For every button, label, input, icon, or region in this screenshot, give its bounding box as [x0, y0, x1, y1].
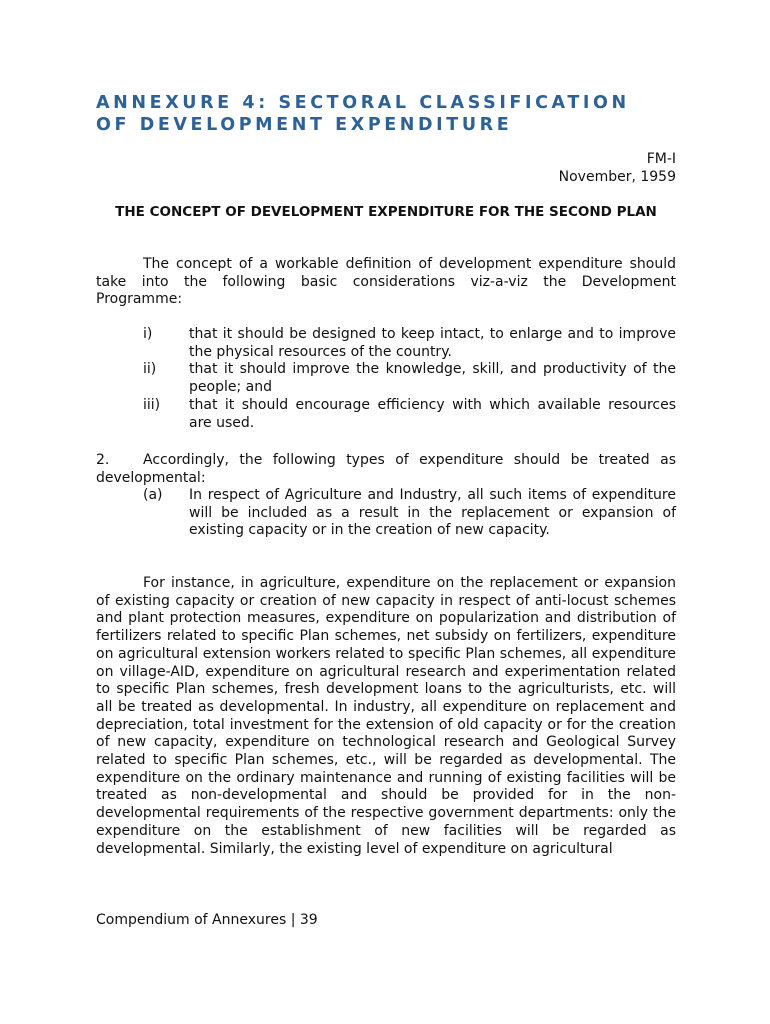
annexure-title	[96, 92, 676, 136]
list-item-text: that it should improve the knowledge, skill, and productivity of the people; and	[189, 361, 676, 396]
list-item-text: that it should encourage efficiency with which available resources are used.	[189, 396, 676, 431]
reference-block	[559, 150, 676, 186]
intro-paragraph: The concept of a workable definition of development expenditure should take into the following basic considerations viz-a-viz the Development Programme:	[96, 256, 676, 308]
paragraph-2	[96, 452, 676, 487]
list-item	[96, 361, 676, 396]
list-item-number: iii)	[143, 396, 161, 413]
considerations-list	[96, 326, 676, 432]
sub-item-a	[96, 487, 676, 540]
paragraph-3: For instance, in agriculture, expenditure on the replacement or expansion of existing capacity or creation of new capacity in respect of anti-locust schemes and plant protection measures, expenditure on popularization and distribution of fertilizers related to specific Plan schemes, net subsidy on fertilizers, expenditure on agricultural extension workers related to specific Plan schemes, all expenditure on village-AID, expenditure on agricultural research and experimentation related to specific Plan schemes, fresh development loans to the agriculturists, etc. will all be treated as developmental. In industry, all expenditure on replacement and depreciation, total investment for the extension of old capacity or for the creation of new capacity, expenditure on technological research and Geological Survey related to specific Plan schemes, etc., will be regarded as developmental. The expenditure on the ordinary maintenance and running of existing facilities will be treated as non-developmental and should be provided for in the non-developmental requirements of the respective government departments: only the expenditure on the establishment of new facilities will be regarded as developmental. Similarly, the existing level of expenditure on agricultural	[96, 575, 676, 857]
sub-item-a-text: In respect of Agriculture and Industry, all such items of expenditure will be included as a result in the replacement or expansion of existing capacity or in the creation of new capacity.	[189, 487, 676, 539]
reference-code: FM-I	[646, 151, 676, 167]
paragraph-2-text: Accordingly, the following types of expenditure should be treated as developmental:	[96, 452, 676, 486]
page-footer: Compendium of Annexures | 39	[96, 912, 318, 928]
reference-date: November, 1959	[558, 169, 676, 185]
list-item	[96, 397, 676, 432]
list-item	[96, 326, 676, 361]
document-heading: THE CONCEPT OF DEVELOPMENT EXPENDITURE FOR THE SECOND PLAN	[115, 204, 657, 220]
document-page	[96, 0, 676, 1024]
annexure-title-line-1: ANNEXURE 4: SECTORAL CLASSIFICATION	[96, 93, 630, 113]
list-item-number: i)	[143, 326, 153, 342]
list-item-text: that it should be designed to keep intact, to enlarge and to improve the physical resources of the country.	[189, 326, 676, 360]
sub-item-a-number: (a)	[143, 487, 163, 503]
list-item-number: ii)	[143, 361, 157, 378]
paragraph-2-number: 2.	[96, 452, 110, 468]
annexure-title-line-2: OF DEVELOPMENT EXPENDITURE	[96, 115, 513, 135]
